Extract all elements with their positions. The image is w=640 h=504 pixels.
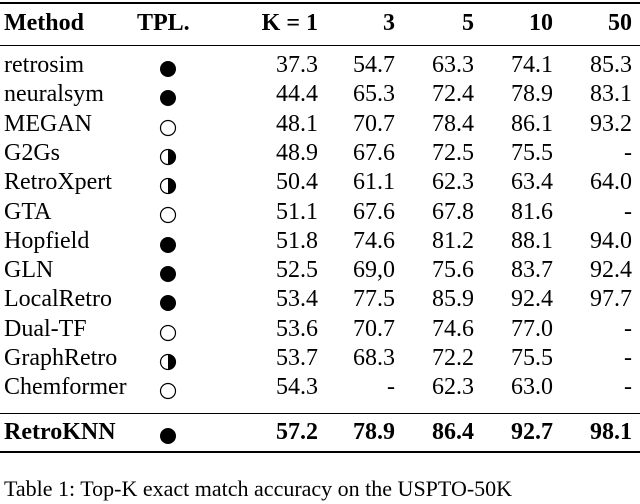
- row-k3: -: [387, 374, 395, 401]
- top-rule: [0, 2, 640, 4]
- row-k5: 63.3: [432, 52, 474, 78]
- table-row: [0, 372, 640, 402]
- row-k50: -: [624, 374, 632, 401]
- row-tpl-cell: [153, 255, 183, 285]
- empty-circle-icon: [159, 320, 177, 338]
- row-k5: 72.2: [432, 345, 474, 371]
- half-circle-icon: [159, 349, 177, 367]
- row-k1: 54.3: [276, 374, 318, 401]
- row-k1: 37.3: [276, 52, 318, 78]
- row-k3: 54.7: [353, 52, 395, 78]
- row-k50: 97.7: [590, 286, 632, 313]
- row-k3: 68.3: [353, 345, 395, 371]
- row-method: G2Gs: [4, 139, 61, 166]
- row-k3: 61.1: [353, 169, 395, 196]
- bottom-rule: [0, 451, 640, 453]
- table-row: [0, 138, 640, 168]
- row-tpl-cell: [153, 138, 183, 168]
- full-circle-icon: [159, 261, 177, 279]
- row-tpl-cell: [153, 79, 183, 109]
- row-tpl-cell: [153, 284, 183, 314]
- row-k10: 75.5: [511, 345, 553, 371]
- full-circle-icon: [159, 85, 177, 103]
- full-circle-icon: [159, 232, 177, 250]
- table-row: [0, 197, 640, 227]
- row-k1: 44.4: [276, 81, 318, 108]
- table-row: [0, 226, 640, 256]
- row-k1: 51.8: [276, 227, 318, 254]
- header-k5: 5: [462, 10, 474, 36]
- row-k3: 67.6: [353, 139, 395, 166]
- row-k50: 83.1: [590, 81, 632, 108]
- full-circle-icon: [159, 290, 177, 308]
- row-k10: 83.7: [511, 257, 553, 284]
- row-k10: 63.4: [511, 169, 553, 196]
- table-row: [0, 109, 640, 139]
- row-k1: 53.4: [276, 286, 318, 313]
- row-k5: 81.2: [432, 227, 474, 254]
- row-k50: -: [624, 315, 632, 342]
- row-k5: 85.9: [432, 286, 474, 313]
- row-k50: 92.4: [590, 257, 632, 284]
- row-k1: 57.2: [276, 419, 318, 445]
- row-k1: 53.6: [276, 315, 318, 342]
- row-k3: 74.6: [353, 227, 395, 254]
- row-k3: 77.5: [353, 286, 395, 313]
- row-k10: 77.0: [511, 315, 553, 342]
- half-circle-icon: [159, 173, 177, 191]
- table-caption: Table 1: Top-K exact match accuracy on the USPTO-50K: [4, 476, 513, 501]
- full-circle-icon: [159, 56, 177, 74]
- half-circle-icon: [159, 144, 177, 162]
- row-k50: 85.3: [590, 52, 632, 78]
- row-tpl-cell: [153, 314, 183, 344]
- row-method: Dual-TF: [4, 315, 87, 342]
- row-k1: 52.5: [276, 257, 318, 284]
- table-row: [0, 50, 640, 80]
- row-k5: 75.6: [432, 257, 474, 284]
- row-method: neuralsym: [4, 81, 104, 108]
- row-method: Hopfield: [4, 227, 90, 254]
- table-row: [0, 167, 640, 197]
- row-method: retrosim: [4, 52, 84, 78]
- row-k1: 51.1: [276, 198, 318, 225]
- row-k3: 65.3: [353, 81, 395, 108]
- row-tpl-cell: [153, 50, 183, 80]
- row-k3: 67.6: [353, 198, 395, 225]
- row-k3: 70.7: [353, 315, 395, 342]
- empty-circle-icon: [159, 115, 177, 133]
- row-k5: 62.3: [432, 374, 474, 401]
- full-circle-icon: [159, 423, 177, 441]
- row-method: LocalRetro: [4, 286, 112, 313]
- row-k3: 70.7: [353, 110, 395, 137]
- row-k10: 81.6: [511, 198, 553, 225]
- row-k5: 78.4: [432, 110, 474, 137]
- row-method: GTA: [4, 198, 52, 225]
- row-k10: 74.1: [511, 52, 553, 78]
- row-k1: 53.7: [276, 345, 318, 371]
- row-k50: -: [624, 198, 632, 225]
- mid-rule: [0, 413, 640, 414]
- row-k50: 93.2: [590, 110, 632, 137]
- row-k10: 92.7: [511, 419, 553, 445]
- row-k10: 78.9: [511, 81, 553, 108]
- empty-circle-icon: [159, 378, 177, 396]
- row-k3: 69,0: [353, 257, 395, 284]
- row-k3: 78.9: [353, 419, 395, 445]
- row-k10: 63.0: [511, 374, 553, 401]
- header-rule: [0, 45, 640, 46]
- table-row: [0, 284, 640, 314]
- row-tpl-cell: [153, 343, 183, 373]
- table-row: [0, 79, 640, 109]
- header-k10: 10: [529, 10, 553, 36]
- table-row: [0, 343, 640, 373]
- row-method: GraphRetro: [4, 345, 118, 371]
- row-k5: 72.5: [432, 139, 474, 166]
- row-k1: 48.9: [276, 139, 318, 166]
- row-k50: 94.0: [590, 227, 632, 254]
- row-k10: 92.4: [511, 286, 553, 313]
- row-k50: 98.1: [590, 419, 632, 445]
- table-row-final: [0, 417, 640, 447]
- header-tpl: TPL.: [137, 10, 190, 36]
- row-k5: 86.4: [432, 419, 474, 445]
- row-method: MEGAN: [4, 110, 92, 137]
- table-row: [0, 314, 640, 344]
- row-k5: 72.4: [432, 81, 474, 108]
- row-k50: -: [624, 139, 632, 166]
- row-tpl-cell: [153, 167, 183, 197]
- row-k1: 48.1: [276, 110, 318, 137]
- row-tpl-cell: [153, 197, 183, 227]
- row-method: GLN: [4, 257, 54, 284]
- row-tpl-cell: [153, 417, 183, 447]
- row-k1: 50.4: [276, 169, 318, 196]
- header-k1: K = 1: [261, 10, 318, 36]
- row-k10: 75.5: [511, 139, 553, 166]
- row-tpl-cell: [153, 226, 183, 256]
- empty-circle-icon: [159, 202, 177, 220]
- header-k50: 50: [608, 10, 632, 36]
- header-method: Method: [4, 10, 84, 36]
- row-k5: 74.6: [432, 315, 474, 342]
- row-tpl-cell: [153, 372, 183, 402]
- row-k50: -: [624, 345, 632, 371]
- header-k3: 3: [383, 10, 395, 36]
- row-method: RetroKNN: [4, 419, 116, 445]
- row-k10: 88.1: [511, 227, 553, 254]
- row-tpl-cell: [153, 109, 183, 139]
- row-k10: 86.1: [511, 110, 553, 137]
- row-k50: 64.0: [590, 169, 632, 196]
- row-method: Chemformer: [4, 374, 127, 401]
- row-k5: 62.3: [432, 169, 474, 196]
- row-k5: 67.8: [432, 198, 474, 225]
- table-row: [0, 255, 640, 285]
- row-method: RetroXpert: [4, 169, 112, 196]
- table-header-row: [0, 8, 640, 38]
